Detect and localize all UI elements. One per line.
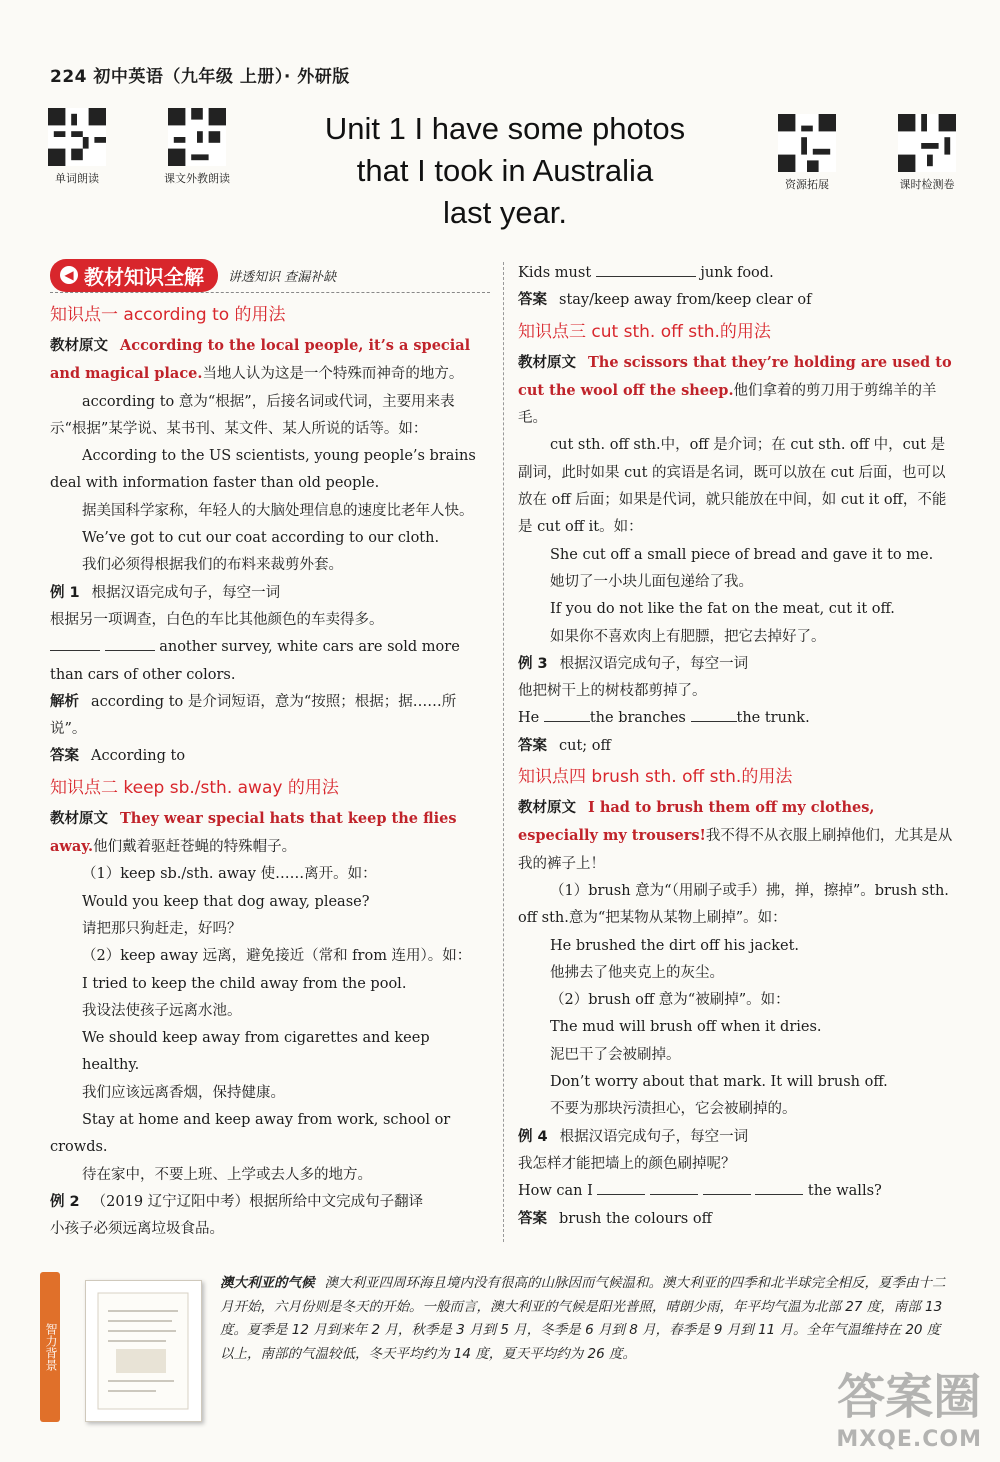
original-en: According to the local people, it’s a special and magical place. (50, 337, 471, 383)
label: 教材原文 (518, 354, 576, 371)
divider (50, 292, 490, 293)
example-cn: 我们必须得根据我们的布料来裁剪外套。 (82, 557, 343, 574)
qr-label-words: 单词朗读 (55, 172, 99, 185)
qr-code-icon[interactable] (778, 114, 836, 172)
original-text (518, 794, 958, 878)
explanation: （1）brush 意为“（用刷子或手）拂，掸，擦掉”。brush sth. off sth.意为“把某物从某物上刷掉”。如： (518, 882, 949, 927)
knowledge-point-title: 知识点二 keep sb./sth. away 的用法 (50, 777, 339, 798)
analysis (50, 689, 488, 744)
explanation: cut sth. off sth.中，off 是介词；在 cut sth. off 中，cut 是副词，此时如果 cut 的宾语是名词，既可以放在 cut 后面，也可以放在 off 后面；如果是代词，就只能放在中间，如 cut it off，不能是 cut off it。如： (518, 437, 947, 536)
label: 教材原文 (518, 800, 576, 817)
answer (518, 287, 958, 314)
answer-blank[interactable] (691, 707, 737, 722)
example-en: Would you keep that dog away, please? (82, 893, 370, 910)
exercise-header (518, 1124, 958, 1151)
answer-text: stay/keep away from/keep clear of (559, 292, 812, 309)
background-tip (40, 1262, 960, 1434)
original-text (50, 332, 488, 389)
exercise-sentence: Kids must (518, 265, 592, 281)
exercise-cn: 他把树干上的树枝都剪掉了。 (518, 683, 707, 700)
original-cn: 我不得不从衣服上刷掉他们，尤其是从我的裤子上！ (518, 828, 953, 872)
exercise-instruction: （2019 辽宁辽阳中考）根据所给中文完成句子翻译 (91, 1193, 424, 1210)
original-en: The scissors that they’re holding are used to cut the wool off the sheep. (518, 353, 952, 399)
page-header: 224 初中英语（九年级 上册）· 外研版 (50, 67, 350, 87)
answer (518, 1206, 958, 1233)
example-en: The mud will brush off when it dries. (550, 1019, 822, 1036)
exercise-en (518, 705, 958, 732)
answer-text: According to (91, 748, 186, 765)
answer-blank[interactable] (596, 262, 696, 277)
original-cn: 他们拿着的剪刀用于剪绵羊的羊毛。 (518, 382, 937, 427)
knowledge-point-title: 知识点一 according to 的用法 (50, 305, 286, 325)
exercise-cn: 我怎样才能把墙上的颜色刷掉呢？ (518, 1155, 736, 1172)
example-cn: 我设法使孩子远离水池。 (82, 1002, 242, 1019)
banner-pill (50, 259, 218, 292)
label: 例 2 (50, 1193, 80, 1210)
book-image (85, 1280, 202, 1422)
example-en: I tried to keep the child away from the pool. (82, 975, 407, 992)
example-en: We’ve got to cut our coat according to our cloth. (82, 530, 440, 547)
example-cn: 如果你不喜欢肉上有肥膘，把它去掉好了。 (550, 628, 826, 645)
example-en: She cut off a small piece of bread and gave it to me. (550, 546, 934, 563)
exercise-en (518, 1178, 958, 1205)
example-cn: 不要为那块污渍担心，它会被刷掉的。 (550, 1101, 797, 1118)
answer-blank[interactable] (755, 1180, 803, 1195)
example-cn: 待在家中，不要上班、上学或去人多的地方。 (82, 1166, 372, 1183)
exercise-sentence: He (518, 710, 540, 727)
qr-code-icon[interactable] (48, 108, 106, 166)
answer-text: cut; off (559, 737, 611, 754)
explanation: according to 意为“根据”，后接名词或代词，主要用来表示“根据”某学说、某书刊、某文件、某人所说的话等。如： (50, 393, 455, 437)
label: 教材原文 (50, 810, 108, 827)
example-cn: 泥巴干了会被刷掉。 (550, 1046, 681, 1063)
original-text (518, 349, 958, 433)
unit-title-line: Unit 1 I have some photos (324, 111, 686, 146)
section-banner (50, 258, 336, 292)
qr-label-quiz: 课时检测卷 (899, 178, 955, 191)
right-column (518, 260, 958, 1233)
exercise-sentence: another survey, white cars are sold more than cars of other colors. (50, 639, 460, 683)
answer (518, 733, 958, 760)
left-column (50, 298, 488, 1244)
unit-title-line: that I took in Australia (356, 153, 654, 188)
answer-blank[interactable] (597, 1180, 645, 1195)
megaphone-icon: ◀ (60, 266, 78, 284)
answer-blank[interactable] (703, 1180, 751, 1195)
label: 例 3 (518, 655, 548, 672)
explanation: （2）keep away 远离，避免接近（常和 from 连用）。如： (82, 948, 472, 965)
tip-content (220, 1272, 950, 1366)
exercise-sentence: the walls? (807, 1183, 882, 1200)
example-cn: 我们应该远离香烟，保持健康。 (82, 1084, 285, 1101)
example-en: Stay at home and keep away from work, school or crowds. (50, 1112, 451, 1156)
qr-code-icon[interactable] (168, 108, 226, 166)
exercise-sentence: the trunk. (736, 710, 810, 727)
exercise-header (50, 580, 488, 607)
analysis-text: according to 是介词短语，意为“按照；根据；据……所说”。 (50, 693, 457, 738)
answer-blank[interactable] (650, 1180, 698, 1195)
exercise-en (518, 260, 958, 287)
exercise-instruction: 根据汉语完成句子，每空一词 (91, 584, 281, 601)
qr-code-icon[interactable] (898, 114, 956, 172)
label: 答案 (50, 748, 79, 765)
original-en: I had to brush them off my clothes, especially my trousers! (518, 799, 875, 845)
exercise-sentence: junk food. (700, 265, 774, 281)
example-cn: 请把那只狗赶走，好吗？ (82, 920, 242, 937)
label: 答案 (518, 737, 547, 754)
original-cn: 当地人认为这是一个特殊而神奇的地方。 (202, 366, 464, 383)
knowledge-point-title: 知识点四 brush sth. off sth.的用法 (518, 767, 793, 788)
exercise-instruction: 根据汉语完成句子，每空一词 (559, 1128, 749, 1145)
watermark-url: MXQE.COM (836, 1427, 982, 1452)
answer-blank[interactable] (50, 636, 100, 651)
label: 答案 (518, 292, 547, 309)
exercise-sentence: How can I (518, 1183, 593, 1200)
exercise-cn: 小孩子必须远离垃圾食品。 (50, 1221, 224, 1238)
answer (50, 743, 488, 770)
original-en: They wear special hats that keep the flies away. (50, 809, 457, 856)
tip-tag: 智力背景 (40, 1272, 60, 1422)
example-en: He brushed the dirt off his jacket. (550, 937, 800, 954)
answer-text: brush the colours off (559, 1210, 712, 1227)
label: 解析 (50, 693, 79, 710)
example-cn: 据美国科学家称，年轻人的大脑处理信息的速度比老年人快。 (82, 502, 474, 519)
exercise-en (50, 634, 488, 689)
unit-title (300, 108, 710, 234)
qr-label-resources: 资源拓展 (785, 178, 829, 191)
tip-body: 澳大利亚四周环海且境内没有很高的山脉因而气候温和。澳大利亚的四季和北半球完全相反，夏季由十二月开始，六月份则是冬天的开始。一般而言，澳大利亚的气候是阳光普照，晴朗少雨，年平均气温为北部 27 度，南部 13 度。夏季是 12 月到来年 2 月，秋季是 3 月到 5 月，冬季是 6 月到 8 月，春季是 9 月到 11 月。全年气温维持在 20 度以上，南部的气温较低，冬天平均约为 14 度，夏天平均约为 26 度。 (220, 1275, 946, 1362)
exercise-sentence: the branches (589, 710, 686, 727)
original-text (50, 805, 488, 862)
answer-blank[interactable] (105, 636, 155, 651)
example-en: Don’t worry about that mark. It will brush off. (550, 1074, 888, 1091)
example-cn: 他拂去了他夹克上的灰尘。 (550, 964, 724, 981)
example-en: We should keep away from cigarettes and keep healthy. (82, 1030, 430, 1074)
explanation: （2）brush off 意为“被刷掉”。如： (550, 992, 790, 1009)
qr-label-text-reading: 课文外教朗读 (164, 172, 230, 185)
example-en: According to the US scientists, young people’s brains deal with information faster than old people. (50, 448, 476, 492)
banner-subtitle: 讲透知识 查漏补缺 (228, 269, 337, 285)
label: 例 1 (50, 584, 80, 601)
explanation: （1）keep sb./sth. away 使……离开。如： (82, 866, 377, 883)
watermark-logo: 答案圈 (837, 1369, 982, 1425)
knowledge-point-title: 知识点三 cut sth. off sth.的用法 (518, 321, 771, 342)
original-cn: 他们戴着驱赶苍蝇的特殊帽子。 (93, 839, 297, 856)
tip-title: 澳大利亚的气候 (220, 1275, 315, 1291)
exercise-cn: 根据另一项调查，白色的车比其他颜色的车卖得多。 (50, 611, 384, 628)
banner-title: 教材知识全解 (84, 264, 204, 289)
label: 例 4 (518, 1128, 548, 1145)
book-illustration-icon (86, 1281, 201, 1421)
watermark (836, 1358, 982, 1452)
label: 答案 (518, 1210, 547, 1227)
answer-blank[interactable] (544, 707, 590, 722)
exercise-instruction: 根据汉语完成句子，每空一词 (559, 655, 749, 672)
column-divider (503, 262, 504, 1242)
label: 教材原文 (50, 338, 108, 354)
example-en: If you do not like the fat on the meat, cut it off. (550, 601, 895, 618)
exercise-header (50, 1189, 488, 1216)
unit-title-line: last year. (442, 195, 568, 230)
exercise-header (518, 651, 958, 678)
example-cn: 她切了一小块儿面包递给了我。 (550, 573, 753, 590)
